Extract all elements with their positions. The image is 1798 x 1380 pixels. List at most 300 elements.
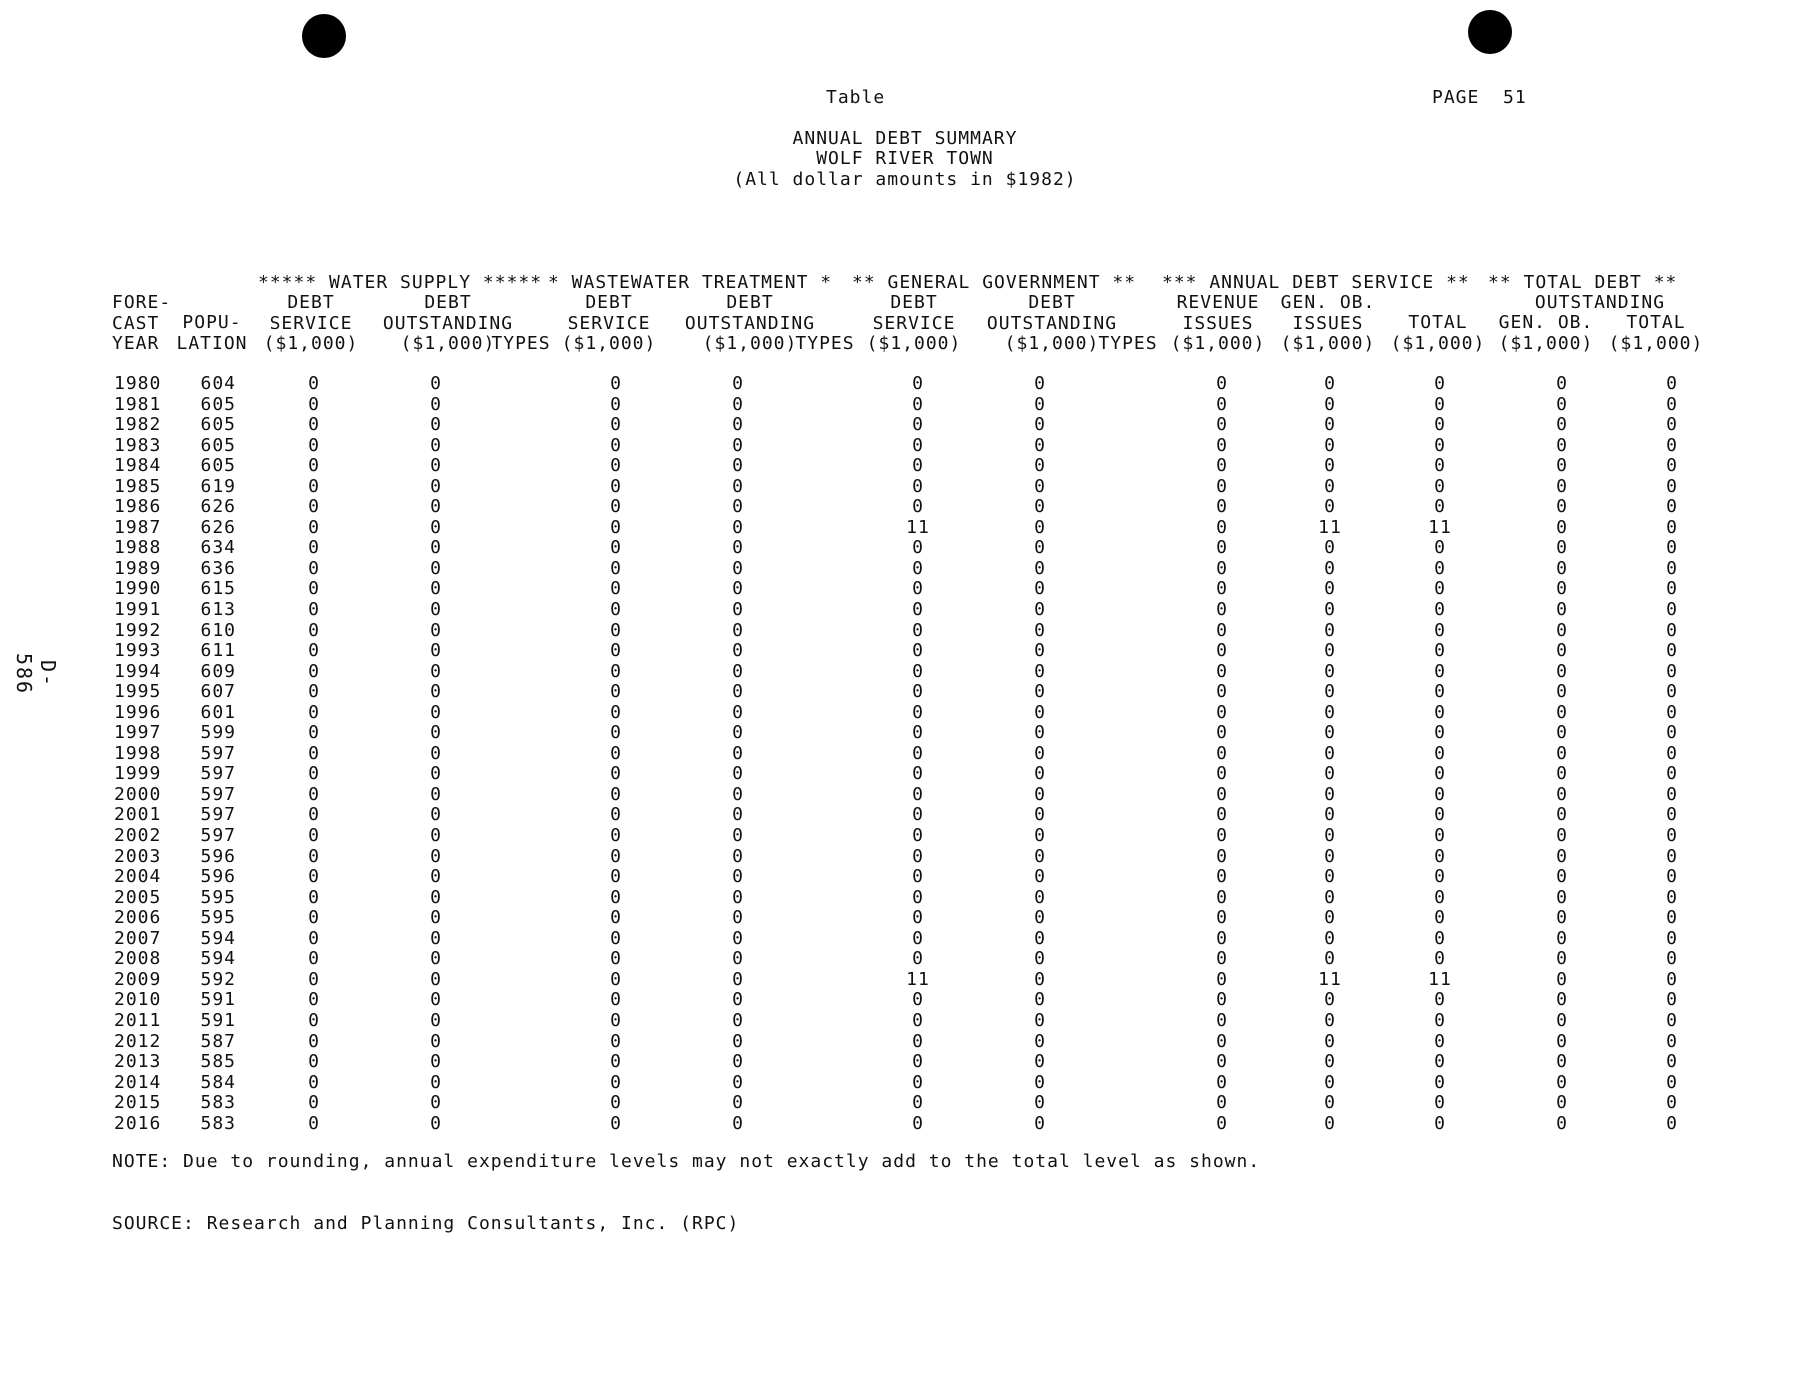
table-cell: 0 [912, 475, 924, 497]
table-cell: 1987 [114, 516, 162, 538]
table-cell: 0 [1666, 516, 1678, 538]
table-cell: 1992 [114, 619, 162, 641]
table-cell: 0 [1556, 804, 1568, 826]
table-cell: 0 [1216, 783, 1228, 805]
table-cell: 0 [1324, 783, 1336, 805]
col-header-gen-ob-issues: GEN. OB. ISSUES ($1,000) [1280, 292, 1376, 355]
table-cell: 0 [912, 804, 924, 826]
table-cell: 0 [912, 886, 924, 908]
table-cell: 0 [1324, 475, 1336, 497]
table-cell: 0 [308, 1009, 320, 1031]
table-cell: 0 [1666, 742, 1678, 764]
table-cell: 0 [1434, 496, 1446, 518]
table-cell: 0 [1216, 475, 1228, 497]
table-cell: 0 [1034, 845, 1046, 867]
table-cell: 0 [1666, 1030, 1678, 1052]
table-cell: 0 [1324, 1112, 1336, 1134]
table-cell: 0 [1216, 927, 1228, 949]
table-cell: 592 [200, 968, 236, 990]
table-cell: 0 [610, 516, 622, 538]
table-cell: 0 [1666, 619, 1678, 641]
table-cell: 597 [200, 825, 236, 847]
table-cell: 0 [430, 578, 442, 600]
table-cell: 0 [1434, 1071, 1446, 1093]
table-cell: 610 [200, 619, 236, 641]
table-cell: 0 [430, 845, 442, 867]
table-cell: 0 [1034, 763, 1046, 785]
table-cell: 0 [732, 1051, 744, 1073]
table-cell: 0 [732, 1071, 744, 1093]
table-cell: 0 [912, 681, 924, 703]
table-cell: 2003 [114, 845, 162, 867]
table-cell: 0 [610, 763, 622, 785]
table-cell: 0 [1034, 578, 1046, 600]
table-cell: 0 [1666, 1051, 1678, 1073]
table-cell: 584 [200, 1071, 236, 1093]
table-cell: 0 [308, 886, 320, 908]
table-cell: 0 [1034, 537, 1046, 559]
table-cell: 0 [1666, 557, 1678, 579]
table-cell: 0 [1666, 599, 1678, 621]
table-cell: 596 [200, 845, 236, 867]
table-cell: 0 [732, 907, 744, 929]
table-cell: 0 [430, 763, 442, 785]
table-cell: 0 [912, 783, 924, 805]
table-cell: 0 [610, 989, 622, 1011]
table-cell: 1999 [114, 763, 162, 785]
table-cell: 0 [1324, 660, 1336, 682]
col-year [114, 374, 174, 1134]
table-cell: 0 [610, 434, 622, 456]
table-cell: 1984 [114, 455, 162, 477]
table-cell: 0 [1666, 804, 1678, 826]
table-cell: 0 [1324, 681, 1336, 703]
group-general-government: ** GENERAL GOVERNMENT ** [852, 272, 1137, 293]
col-header-revenue-issues: REVENUE ISSUES ($1,000) [1170, 292, 1266, 355]
table-cell: 0 [912, 496, 924, 518]
table-cell: 0 [308, 455, 320, 477]
table-cell: 0 [308, 742, 320, 764]
table-cell: 0 [912, 578, 924, 600]
table-cell: 0 [732, 783, 744, 805]
table-cell: 0 [610, 722, 622, 744]
table-cell: 0 [1434, 1009, 1446, 1031]
table-cell: 605 [200, 434, 236, 456]
group-annual-debt-service: *** ANNUAL DEBT SERVICE ** [1162, 272, 1470, 293]
table-cell: 0 [1324, 1071, 1336, 1093]
table-cell: 0 [1434, 763, 1446, 785]
table-cell: 2006 [114, 907, 162, 929]
table-cell: 0 [1034, 496, 1046, 518]
table-cell: 0 [1034, 701, 1046, 723]
table-cell: 0 [610, 681, 622, 703]
table-cell: 11 [906, 968, 930, 990]
table-cell: 0 [912, 373, 924, 394]
table-cell: 0 [1556, 722, 1568, 744]
table-cell: 0 [610, 845, 622, 867]
table-cell: 0 [1556, 681, 1568, 703]
col-td-total [1654, 374, 1690, 1134]
table-cell: 0 [1666, 537, 1678, 559]
table-cell: 0 [1216, 414, 1228, 436]
table-cell: 0 [308, 763, 320, 785]
table-cell: 0 [1216, 886, 1228, 908]
table-cell: 0 [430, 475, 442, 497]
table-cell: 0 [1666, 578, 1678, 600]
table-cell: 1985 [114, 475, 162, 497]
table-cell: 0 [732, 886, 744, 908]
table-cell: 0 [912, 434, 924, 456]
table-cell: 0 [912, 455, 924, 477]
table-cell: 0 [732, 1009, 744, 1031]
table-cell: 0 [1434, 557, 1446, 579]
table-cell: 0 [1556, 660, 1568, 682]
table-cell: 0 [1324, 742, 1336, 764]
table-cell: 0 [1034, 640, 1046, 662]
table-cell: 0 [1434, 393, 1446, 415]
page-subtitle: WOLF RIVER TOWN [816, 148, 994, 169]
table-cell: 0 [1556, 496, 1568, 518]
table-cell: 0 [1556, 742, 1568, 764]
table-cell: 0 [1556, 907, 1568, 929]
table-cell: 11 [1318, 968, 1342, 990]
table-cell: 0 [1666, 414, 1678, 436]
table-cell: 0 [1034, 866, 1046, 888]
table-cell: 0 [1216, 989, 1228, 1011]
col-header-gg-types: TYPES [1098, 333, 1158, 354]
table-cell: 0 [308, 783, 320, 805]
table-cell: 0 [912, 619, 924, 641]
table-cell: 0 [308, 1092, 320, 1114]
table-cell: 0 [732, 1112, 744, 1134]
table-cell: 611 [200, 640, 236, 662]
col-header-gg-debt-service: DEBT SERVICE ($1,000) [866, 292, 962, 355]
table-cell: 0 [1556, 619, 1568, 641]
table-cell: 0 [1666, 496, 1678, 518]
table-cell: 0 [1034, 619, 1046, 641]
col-header-outstanding: OUTSTANDING [1534, 292, 1666, 313]
table-cell: 0 [1034, 1112, 1046, 1134]
table-cell: 0 [1216, 1112, 1228, 1134]
table-cell: 2014 [114, 1071, 162, 1093]
table-cell: 583 [200, 1092, 236, 1114]
table-cell: 0 [1666, 434, 1678, 456]
table-cell: 0 [912, 845, 924, 867]
table-cell: 0 [1324, 804, 1336, 826]
table-cell: 0 [1666, 1092, 1678, 1114]
table-cell: 583 [200, 1112, 236, 1134]
table-cell: 0 [610, 640, 622, 662]
table-cell: 0 [430, 393, 442, 415]
table-cell: 0 [1556, 825, 1568, 847]
table-cell: 0 [1216, 907, 1228, 929]
table-cell: 0 [1434, 701, 1446, 723]
table-cell: 0 [430, 414, 442, 436]
table-cell: 613 [200, 599, 236, 621]
table-cell: 0 [1216, 742, 1228, 764]
table-cell: 0 [308, 825, 320, 847]
table-cell: 0 [1434, 373, 1446, 394]
table-cell: 0 [1666, 1071, 1678, 1093]
table-cell: 599 [200, 722, 236, 744]
table-cell: 0 [610, 557, 622, 579]
table-cell: 0 [732, 599, 744, 621]
table-cell: 0 [732, 516, 744, 538]
table-cell: 0 [1666, 763, 1678, 785]
table-cell: 0 [1216, 1092, 1228, 1114]
table-cell: 0 [1666, 475, 1678, 497]
table-cell: 0 [610, 968, 622, 990]
table-cell: 634 [200, 537, 236, 559]
table-cell: 597 [200, 804, 236, 826]
table-cell: 0 [1034, 783, 1046, 805]
table-cell: 0 [430, 866, 442, 888]
table-cell: 0 [308, 866, 320, 888]
table-cell: 0 [1556, 927, 1568, 949]
table-cell: 1986 [114, 496, 162, 518]
table-cell: 0 [1034, 455, 1046, 477]
group-total-debt: ** TOTAL DEBT ** [1488, 272, 1678, 293]
table-cell: 0 [430, 804, 442, 826]
table-cell: 0 [912, 763, 924, 785]
table-cell: 0 [1216, 557, 1228, 579]
table-cell: 587 [200, 1030, 236, 1052]
table-cell: 0 [1556, 537, 1568, 559]
table-cell: 0 [1324, 496, 1336, 518]
table-cell: 0 [1216, 373, 1228, 394]
table-cell: 591 [200, 989, 236, 1011]
table-cell: 0 [1434, 414, 1446, 436]
table-cell: 0 [430, 722, 442, 744]
table-cell: 0 [1434, 455, 1446, 477]
table-cell: 11 [1428, 968, 1452, 990]
table-cell: 0 [308, 804, 320, 826]
table-cell: 0 [1034, 825, 1046, 847]
table-cell: 0 [1324, 393, 1336, 415]
group-wastewater-treatment: * WASTEWATER TREATMENT * [548, 272, 833, 293]
table-cell: 0 [430, 434, 442, 456]
table-cell: 0 [732, 722, 744, 744]
table-cell: 604 [200, 373, 236, 394]
table-cell: 0 [912, 927, 924, 949]
table-cell: 0 [610, 455, 622, 477]
table-cell: 0 [1216, 1009, 1228, 1031]
table-cell: 0 [912, 1071, 924, 1093]
table-cell: 0 [1324, 845, 1336, 867]
table-cell: 1993 [114, 640, 162, 662]
table-cell: 1982 [114, 414, 162, 436]
table-cell: 0 [610, 496, 622, 518]
table-cell: 0 [1034, 557, 1046, 579]
table-cell: 0 [1034, 968, 1046, 990]
table-cell: 0 [430, 968, 442, 990]
table-cell: 0 [1324, 948, 1336, 970]
table-cell: 636 [200, 557, 236, 579]
table-cell: 0 [308, 948, 320, 970]
table-cell: 0 [1434, 845, 1446, 867]
table-cell: 0 [732, 681, 744, 703]
table-cell: 2008 [114, 948, 162, 970]
table-cell: 1990 [114, 578, 162, 600]
table-cell: 0 [430, 742, 442, 764]
table-cell: 0 [1216, 578, 1228, 600]
table-cell: 2010 [114, 989, 162, 1011]
table-cell: 0 [308, 1071, 320, 1093]
table-cell: 0 [430, 1092, 442, 1114]
table-cell: 1996 [114, 701, 162, 723]
table-cell: 0 [1434, 1051, 1446, 1073]
table-cell: 11 [906, 516, 930, 538]
table-cell: 0 [1216, 393, 1228, 415]
table-cell: 0 [1666, 989, 1678, 1011]
table-cell: 0 [430, 373, 442, 394]
table-cell: 0 [1434, 907, 1446, 929]
table-cell: 0 [1556, 393, 1568, 415]
table-cell: 0 [308, 640, 320, 662]
table-cell: 0 [1034, 393, 1046, 415]
group-water-supply: ***** WATER SUPPLY ***** [258, 272, 543, 293]
table-cell: 0 [1434, 578, 1446, 600]
table-cell: 0 [1666, 393, 1678, 415]
table-cell: 0 [610, 783, 622, 805]
table-cell: 0 [610, 825, 622, 847]
table-cell: 0 [1556, 1071, 1568, 1093]
table-cell: 0 [308, 578, 320, 600]
table-cell: 0 [732, 927, 744, 949]
table-cell: 0 [430, 640, 442, 662]
table-cell: 0 [1216, 845, 1228, 867]
table-cell: 0 [1556, 434, 1568, 456]
table-cell: 585 [200, 1051, 236, 1073]
table-cell: 0 [430, 1009, 442, 1031]
table-cell: 0 [1434, 989, 1446, 1011]
table-cell: 0 [1324, 640, 1336, 662]
table-cell: 0 [1216, 1071, 1228, 1093]
table-cell: 0 [1216, 660, 1228, 682]
table-cell: 0 [1434, 599, 1446, 621]
table-cell: 11 [1318, 516, 1342, 538]
table-cell: 597 [200, 742, 236, 764]
table-cell: 0 [1324, 763, 1336, 785]
table-cell: 0 [1556, 1051, 1568, 1073]
table-cell: 0 [430, 557, 442, 579]
table-cell: 0 [1556, 599, 1568, 621]
table-cell: 0 [1216, 640, 1228, 662]
table-cell: 619 [200, 475, 236, 497]
table-cell: 0 [912, 722, 924, 744]
table-cell: 0 [308, 414, 320, 436]
table-cell: 0 [308, 681, 320, 703]
table-cell: 0 [1034, 475, 1046, 497]
table-cell: 0 [1434, 619, 1446, 641]
table-cell: 0 [1216, 825, 1228, 847]
table-cell: 0 [912, 1030, 924, 1052]
table-cell: 0 [1216, 1030, 1228, 1052]
table-cell: 0 [1434, 866, 1446, 888]
table-cell: 0 [1666, 968, 1678, 990]
table-cell: 0 [1034, 1092, 1046, 1114]
punch-hole-right [1468, 10, 1512, 54]
table-cell: 0 [1034, 660, 1046, 682]
table-cell: 0 [1434, 927, 1446, 949]
table-cell: 0 [1324, 599, 1336, 621]
table-cell: 0 [1556, 989, 1568, 1011]
table-cell: 601 [200, 701, 236, 723]
table-cell: 0 [1434, 825, 1446, 847]
table-cell: 0 [610, 660, 622, 682]
table-cell: 0 [732, 619, 744, 641]
table-cell: 0 [1216, 804, 1228, 826]
table-cell: 0 [430, 1051, 442, 1073]
col-header-ww-debt-service: DEBT SERVICE ($1,000) [561, 292, 657, 355]
table-cell: 0 [1216, 763, 1228, 785]
table-cell: 596 [200, 866, 236, 888]
table-cell: 0 [1324, 434, 1336, 456]
table-cell: 0 [1556, 783, 1568, 805]
table-cell: 0 [1216, 434, 1228, 456]
table-cell: 0 [1324, 907, 1336, 929]
table-cell: 0 [1434, 1112, 1446, 1134]
col-header-ww-debt-outstanding: DEBT OUTSTANDING ($1,000) [684, 292, 816, 355]
table-cell: 0 [732, 537, 744, 559]
table-cell: 0 [1216, 681, 1228, 703]
table-cell: 0 [1216, 866, 1228, 888]
table-cell: 0 [1324, 722, 1336, 744]
table-cell: 0 [1216, 496, 1228, 518]
page-subtitle-units: (All dollar amounts in $1982) [733, 169, 1077, 190]
table-cell: 0 [1034, 742, 1046, 764]
table-cell: 0 [732, 948, 744, 970]
table-cell: 607 [200, 681, 236, 703]
table-cell: 609 [200, 660, 236, 682]
side-page-label: D-586 [12, 652, 60, 696]
table-cell: 0 [1434, 475, 1446, 497]
table-cell: 0 [430, 783, 442, 805]
table-cell: 0 [308, 1030, 320, 1052]
table-cell: 626 [200, 496, 236, 518]
table-cell: 0 [1216, 599, 1228, 621]
table-cell: 0 [1556, 866, 1568, 888]
table-cell: 2005 [114, 886, 162, 908]
table-cell: 11 [1428, 516, 1452, 538]
table-cell: 0 [610, 475, 622, 497]
table-cell: 0 [912, 907, 924, 929]
table-cell: 0 [430, 1112, 442, 1134]
table-cell: 1980 [114, 373, 162, 394]
table-cell: 0 [732, 989, 744, 1011]
table-cell: 2012 [114, 1030, 162, 1052]
table-cell: 0 [610, 886, 622, 908]
table-cell: 0 [610, 701, 622, 723]
table-cell: 0 [732, 1092, 744, 1114]
table-cell: 0 [912, 742, 924, 764]
table-cell: 0 [732, 578, 744, 600]
table-cell: 1991 [114, 599, 162, 621]
table-cell: 0 [1434, 948, 1446, 970]
table-cell: 0 [610, 1051, 622, 1073]
table-cell: 0 [1556, 1030, 1568, 1052]
table-cell: 0 [1324, 1051, 1336, 1073]
table-cell: 0 [1216, 948, 1228, 970]
table-cell: 0 [732, 640, 744, 662]
table-cell: 0 [1556, 948, 1568, 970]
table-cell: 0 [1556, 845, 1568, 867]
table-cell: 0 [610, 1112, 622, 1134]
table-cell: 0 [1216, 1051, 1228, 1073]
table-cell: 0 [610, 1092, 622, 1114]
table-cell: 0 [1666, 455, 1678, 477]
table-cell: 605 [200, 455, 236, 477]
